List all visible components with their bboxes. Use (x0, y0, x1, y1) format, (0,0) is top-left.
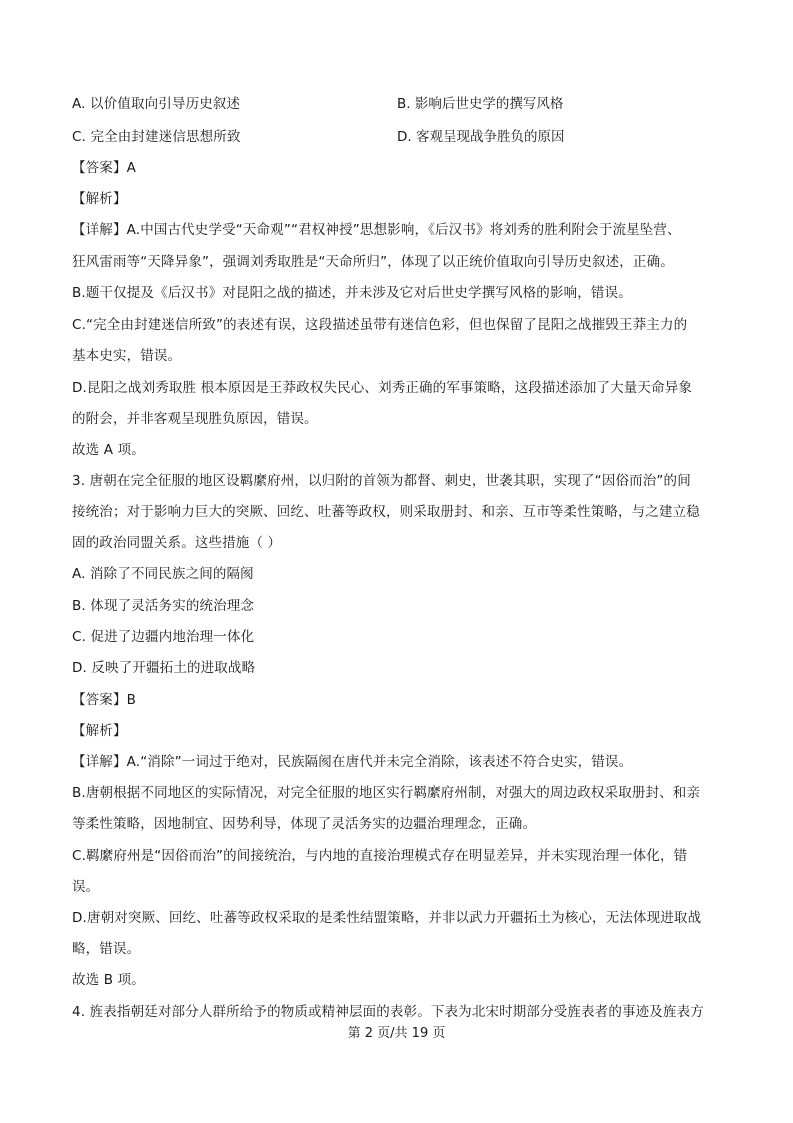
q2-answer: 【答案】A (72, 160, 136, 176)
q3-option-a: A. 消除了不同民族之间的隔阂 (72, 566, 254, 582)
q2-option-a: A. 以价值取向引导历史叙述 (72, 96, 241, 112)
q3-stem-line: 接统治；对于影响力巨大的突厥、回纥、吐蕃等政权，则采取册封、和亲、互市等柔性策略，与之建立稳 (72, 504, 700, 520)
q4-stem-line: 4. 旌表指朝廷对部分人群所给予的物质或精神层面的表彰。下表为北宋时期部分受旌表者的事迹及旌表方 (72, 1004, 704, 1020)
q3-detail-line: D.唐朝对突厥、回纥、吐蕃等政权采取的是柔性结盟策略，并非以武力开疆拓土为核心，无法体现进取战 (72, 910, 702, 926)
q3-option-c: C. 促进了边疆内地治理一体化 (72, 629, 255, 645)
page-footer: 第 2 页/共 19 页 (347, 1026, 446, 1041)
q3-detail-line: 等柔性策略，因地制宜、因势利导，体现了灵活务实的边疆治理理念，正确。 (72, 816, 537, 832)
q3-stem-line: 固的政治同盟关系。这些措施（ ） (72, 535, 282, 551)
q3-detail-line: 略，错误。 (72, 941, 141, 957)
q3-detail-line: 故选 B 项。 (72, 972, 145, 988)
q3-answer: 【答案】B (72, 692, 137, 708)
q2-detail-line: D.昆阳之战刘秀取胜 根本原因是王莽政权失民心、刘秀正确的军事策略，这段描述添加了大量天命异象 (72, 380, 693, 396)
q3-analysis-label: 【解析】 (72, 723, 127, 739)
q2-option-b: B. 影响后世史学的撰写风格 (397, 96, 564, 112)
q3-detail-line: C.羁縻府州是“因俗而治”的间接统治，与内地的直接治理模式存在明显差异，并未实现治理一体化，错 (72, 848, 688, 864)
q2-detail-line: 的附会，并非客观呈现胜负原因，错误。 (72, 411, 318, 427)
q3-detail-line: 误。 (72, 879, 100, 895)
q3-stem-line: 3. 唐朝在完全征服的地区设羁縻府州，以归附的首领为都督、刺史，世袭其职，实现了“因俗而治”的间 (72, 473, 691, 489)
q3-detail-line: B.唐朝根据不同地区的实际情况，对完全征服的地区实行羁縻府州制，对强大的周边政权采取册封、和亲 (72, 785, 701, 801)
q2-analysis-label: 【解析】 (72, 191, 127, 207)
q2-option-c: C. 完全由封建迷信思想所致 (72, 129, 241, 145)
q2-detail-line: 【详解】A.中国古代史学受“天命观”“君权神授”思想影响，《后汉书》将刘秀的胜利附会于流星坠营、 (72, 222, 681, 238)
q2-detail-line: B.题干仅提及《后汉书》对昆阳之战的描述，并未涉及它对后世史学撰写风格的影响，错误。 (72, 285, 632, 301)
q3-option-d: D. 反映了开疆拓土的进取战略 (72, 660, 256, 676)
q2-option-d: D. 客观呈现战争胜负的原因 (397, 129, 565, 145)
q2-detail-line: 基本史实，错误。 (72, 348, 182, 364)
q2-detail-line: 狂风雷雨等“天降异象”，强调刘秀取胜是“天命所归”，体现了以正统价值取向引导历史叙述，正确。 (72, 254, 674, 270)
q2-detail-line: 故选 A 项。 (72, 442, 145, 458)
q2-detail-line: C.“完全由封建迷信所致”的表述有误，这段描述虽带有迷信色彩，但也保留了昆阳之战摧毁王莽主力的 (72, 317, 688, 333)
q3-detail-line: 【详解】A.“消除”一词过于绝对，民族隔阂在唐代并未完全消除，该表述不符合史实，错误。 (72, 754, 633, 770)
q3-option-b: B. 体现了灵活务实的统治理念 (72, 598, 255, 614)
